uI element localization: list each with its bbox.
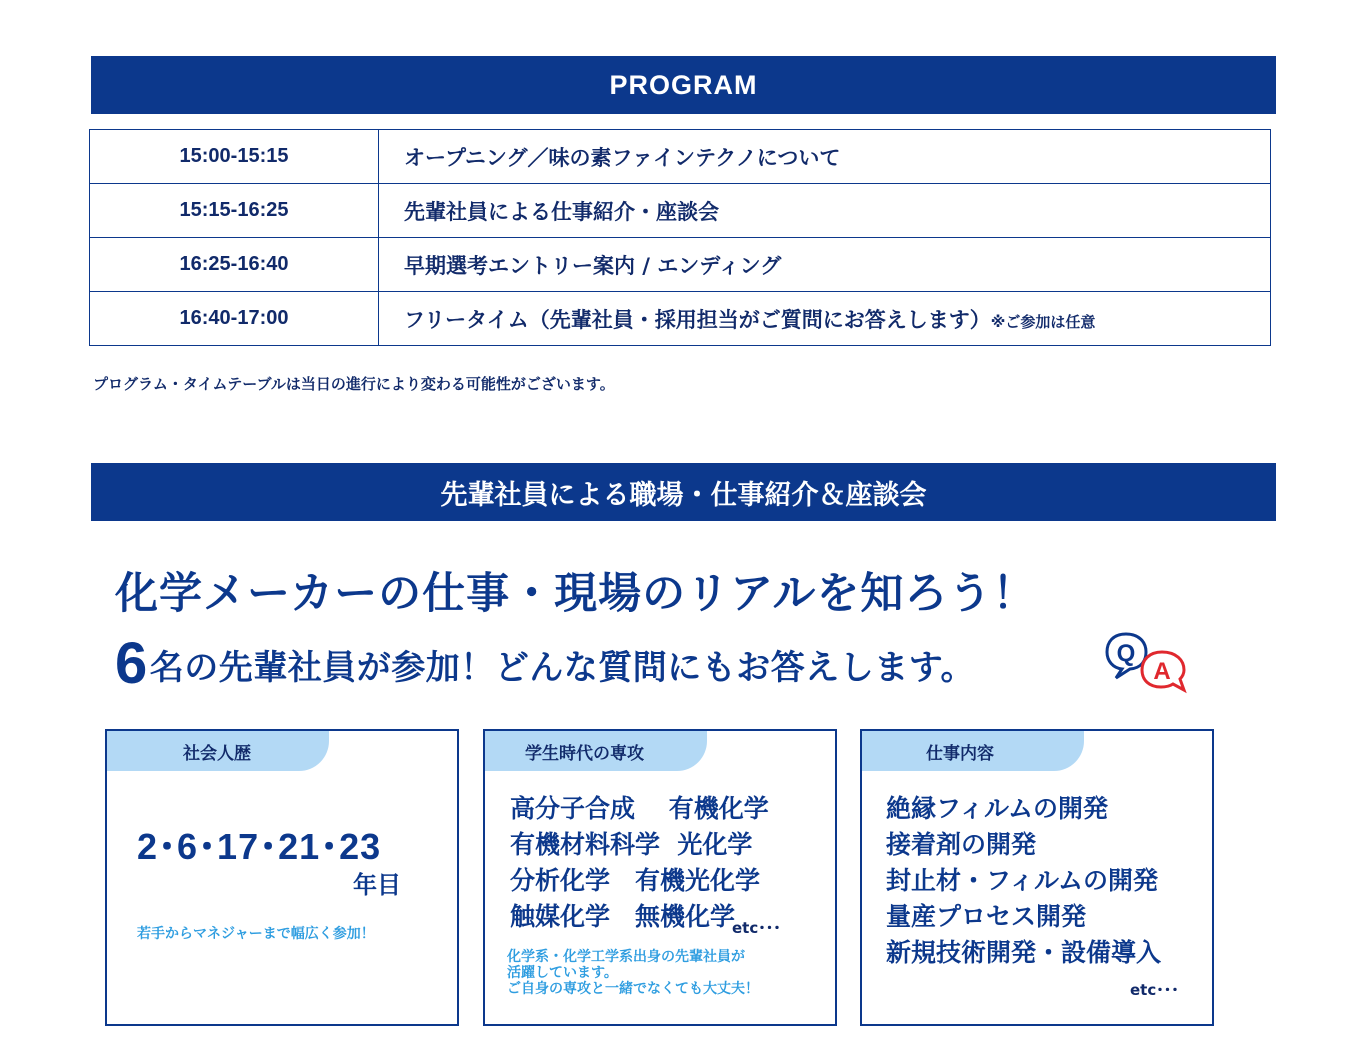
program-table	[89, 129, 1271, 346]
majors-note	[507, 949, 759, 997]
desc-cell	[379, 238, 1271, 292]
table-row	[90, 184, 1271, 238]
majors-etc: etc･･･	[732, 919, 781, 937]
program-header	[91, 56, 1276, 114]
list-item: 封止材・フィルムの開発	[886, 866, 1159, 895]
career-years-suffix: 年目	[353, 871, 401, 899]
desc-note: ※ご参加は任意	[990, 312, 1096, 331]
time-cell: 16:40-17:00	[90, 292, 379, 346]
work-list	[886, 791, 1161, 971]
list-item: 有機材料科学 光化学	[510, 830, 753, 859]
desc-cell	[379, 130, 1271, 184]
qa-speech-bubbles-icon	[1104, 630, 1188, 694]
time-cell: 15:00-15:15	[90, 130, 379, 184]
majors-note-line: ご自身の専攻と一緒でなくても大丈夫！	[507, 981, 759, 997]
majors-tab: 学生時代の専攻	[485, 731, 707, 771]
list-item: 触媒化学 無機化学	[510, 902, 736, 931]
work-card	[860, 729, 1214, 1026]
headline-main: 化学メーカーの仕事・現場のリアルを知ろう！	[115, 569, 1037, 619]
member-count: 6	[115, 631, 148, 696]
career-card	[105, 729, 459, 1026]
career-tab: 社会人歴	[107, 731, 329, 771]
program-title: PROGRAM	[609, 69, 758, 100]
work-etc: etc･･･	[1130, 981, 1179, 999]
table-row	[90, 292, 1271, 346]
talk-header	[91, 463, 1276, 521]
list-item: 高分子合成 有機化学	[510, 794, 769, 823]
desc-text: 先輩社員による仕事紹介・座談会	[404, 199, 719, 224]
majors-note-line: 化学系・化学工学系出身の先輩社員が	[507, 949, 745, 965]
a-bubble-icon	[1142, 652, 1184, 690]
a-letter: A	[1153, 658, 1171, 685]
headline-sub	[115, 630, 975, 697]
table-row	[90, 238, 1271, 292]
headline-sub-text: 名の先輩社員が参加！どんな質問にもお答えします。	[149, 648, 976, 688]
program-note: プログラム・タイムテーブルは当日の進行により変わる可能性がございます。	[93, 375, 615, 393]
list-item: 分析化学 有機光化学	[510, 866, 761, 895]
majors-card	[483, 729, 837, 1026]
desc-cell	[379, 184, 1271, 238]
list-item: 絶縁フィルムの開発	[886, 794, 1109, 823]
majors-list	[510, 791, 769, 935]
desc-text: フリータイム（先輩社員・採用担当がご質問にお答えします）	[404, 307, 991, 332]
list-item: 接着剤の開発	[886, 830, 1037, 859]
desc-text: オープニング／味の素ファインテクノについて	[404, 145, 841, 170]
list-item: 量産プロセス開発	[886, 902, 1087, 931]
majors-note-line: 活躍しています。	[507, 965, 618, 981]
desc-text: 早期選考エントリー案内 / エンディング	[404, 253, 782, 278]
q-letter: Q	[1116, 640, 1136, 667]
career-years: 2･6･17･21･23	[137, 826, 382, 867]
table-row	[90, 130, 1271, 184]
q-bubble-icon	[1107, 634, 1146, 678]
work-tab: 仕事内容	[862, 731, 1084, 771]
desc-cell	[379, 292, 1271, 346]
time-cell: 15:15-16:25	[90, 184, 379, 238]
time-cell: 16:25-16:40	[90, 238, 379, 292]
talk-title: 先輩社員による職場・仕事紹介＆座談会	[440, 479, 927, 511]
career-note: 若手からマネジャーまで幅広く参加！	[137, 926, 375, 942]
list-item: 新規技術開発・設備導入	[886, 938, 1162, 967]
